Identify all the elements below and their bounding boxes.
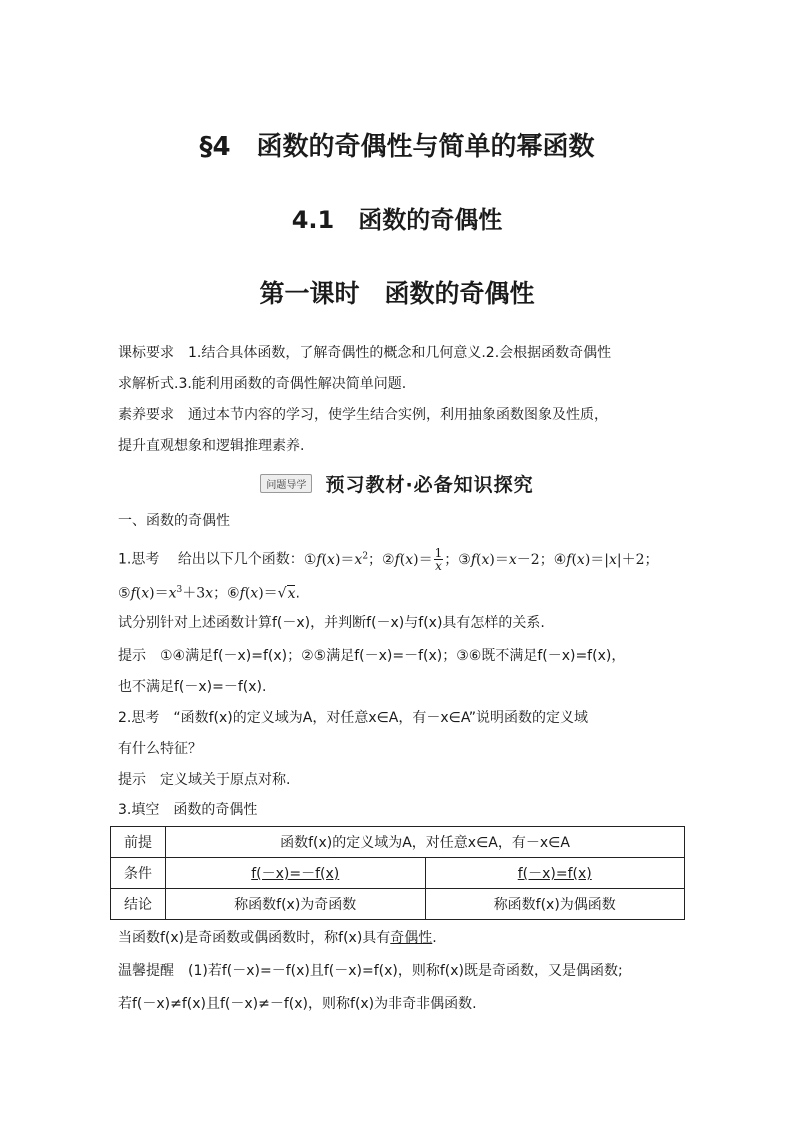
literacy-text-1: 通过本节内容的学习，使学生结合实例，利用抽象函数图象及性质， <box>188 407 608 423</box>
table-cell-odd-condition <box>166 858 426 889</box>
parity-definition-line <box>118 928 437 948</box>
table-cell-even-condition <box>425 858 685 889</box>
tip-line-1: 温馨提醒 (1)若f(－x)=－f(x)且f(－x)=f(x)，则称f(x)既是奇函数，又是偶函数; <box>118 963 623 979</box>
function-list-1: $①f(x)=x^2$；②f(x)＝ $\frac{1}{x}$ ；③f(x)＝x－2；④f(x)＝|x|＋2； <box>303 546 659 574</box>
parity-definition-text: 当函数f(x)是奇函数或偶函数时，称f(x)具有 <box>118 930 391 946</box>
table-head-condition: 条件 <box>111 858 166 889</box>
q3-line: 3.填空 函数的奇偶性 <box>118 802 258 818</box>
part-heading: 一、函数的奇偶性 <box>118 513 230 529</box>
hint-label: 提示 <box>118 648 146 664</box>
section-badge: 问题导学 <box>260 474 312 493</box>
hint-2-text: 定义域关于原点对称. <box>160 772 291 788</box>
table-head-conclusion: 结论 <box>111 889 166 920</box>
table-row <box>111 827 685 858</box>
q1-label: 1.思考 <box>118 551 160 568</box>
q1-ask: 试分别针对上述函数计算f(－x)，并判断f(－x)与f(x)具有怎样的关系. <box>118 615 545 631</box>
hint-1-text: ①④满足f(－x)=f(x)；②⑤满足f(－x)=－f(x)；③⑥既不满足f(－x)=f(x)， <box>160 648 626 664</box>
table-cell-even-conclusion: 称函数f(x)为偶函数 <box>425 889 685 920</box>
curriculum-line-2: 求解析式.3.能利用函数的奇偶性解决简单问题. <box>118 376 407 392</box>
table-row <box>111 858 685 889</box>
table-cell-premise: 函数f(x)的定义域为A，对任意x∈A，有－x∈A <box>166 827 685 858</box>
section-header <box>0 470 794 497</box>
table-head-premise: 前提 <box>111 827 166 858</box>
fraction-1-over-x: $\frac{1}{x}$ <box>434 546 443 574</box>
q2-line-2: 有什么特征？ <box>118 741 202 757</box>
even-condition-text: f(－x)=f(x) <box>517 866 592 882</box>
section-header-title: 预习教材·必备知识探究 <box>325 474 534 496</box>
odd-condition-text: f(－x)=－f(x) <box>251 866 340 882</box>
literacy-line-2: 提升直观想象和逻辑推理素养. <box>118 438 305 454</box>
table-row <box>111 889 685 920</box>
literacy-label: 素养要求 <box>118 407 174 423</box>
hint-2-label: 提示 <box>118 772 146 788</box>
curriculum-label: 课标要求 <box>118 345 174 361</box>
hint-1-line-1 <box>118 646 625 666</box>
hint-2-line <box>118 770 290 790</box>
parity-definition-end: . <box>432 930 437 946</box>
lesson-title: 第一课时 函数的奇偶性 <box>259 279 535 308</box>
q1-line-1 <box>118 546 659 572</box>
tip-line-2: 若f(－x)≠f(x)且f(－x)≠－f(x)，则称f(x)为非奇非偶函数. <box>118 996 477 1012</box>
q1-intro: 给出以下几个函数： <box>177 551 304 568</box>
section-title: 4.1 函数的奇偶性 <box>291 206 503 234</box>
parity-table <box>110 826 685 920</box>
q2-line-1: 2.思考 “函数f(x)的定义域为A，对任意x∈A，有－x∈A”说明函数的定义域 <box>118 710 588 726</box>
curriculum-text-1: 1.结合具体函数，了解奇偶性的概念和几何意义.2.会根据函数奇偶性 <box>188 345 612 361</box>
function-list-2: $⑤f(x)=x^3+3x$；⑥f(x)＝√x. <box>118 585 300 602</box>
hint-1-line-2: 也不满足f(－x)=－f(x). <box>118 679 267 695</box>
parity-term: 奇偶性 <box>390 930 433 946</box>
main-title: §4 函数的奇偶性与简单的幂函数 <box>199 132 595 162</box>
literacy-line-1 <box>118 405 608 425</box>
table-cell-odd-conclusion: 称函数f(x)为奇函数 <box>166 889 426 920</box>
curriculum-line-1 <box>118 343 611 363</box>
